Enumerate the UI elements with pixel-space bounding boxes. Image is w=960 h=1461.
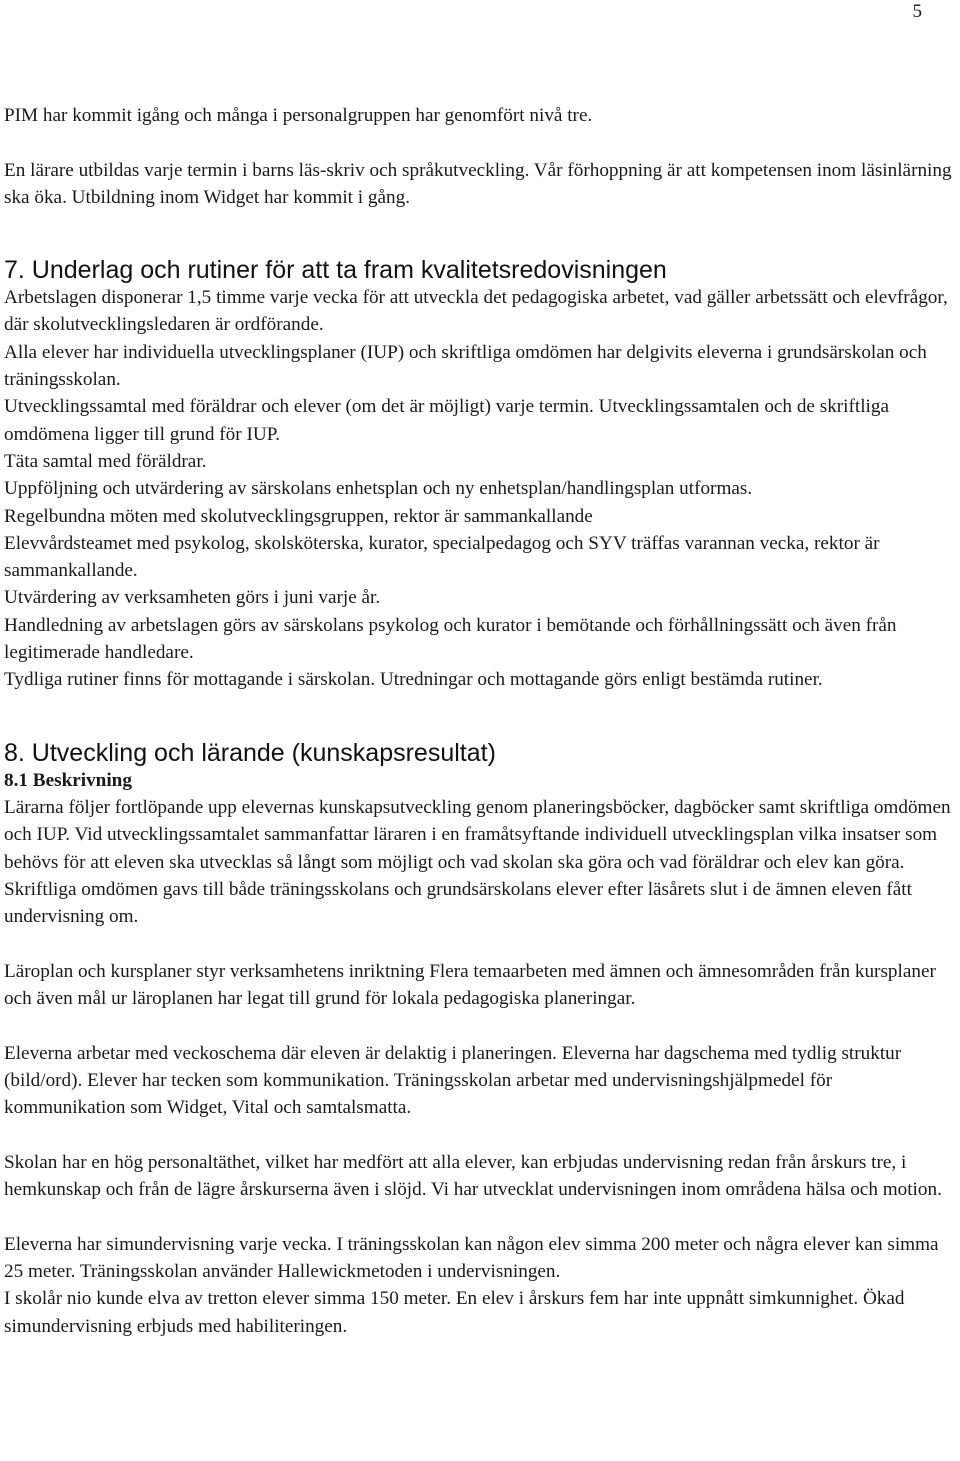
section-7-heading: 7. Underlag och rutiner för att ta fram kvalitetsredovisningen [4,256,667,285]
section-8-heading: 8. Utveckling och lärande (kunskapsresultat) [4,738,496,767]
section-8-paragraph: Eleverna har simundervisning varje vecka. I träningsskolan kan någon elev simma 200 meter och några elever kan simma 25 meter. Träningsskolan använder Hallewickmetoden i undervisningen. [4,1233,939,1282]
section-7-paragraph: Elevvårdsteamet med psykolog, skolsköterska, kurator, specialpedagog och SYV träffas varannan vecka, rektor är sammankallande. [4,532,880,582]
section-7-paragraph: Regelbundna möten med skolutvecklingsgruppen, rektor är sammankallande [4,505,593,527]
section-8-paragraph: Skolan har en hög personaltäthet, vilket har medfört att alla elever, kan erbjudas undervisning redan från årskurs tre, i hemkunskap och från de lägre årskurserna även i slöjd. Vi har utvecklat undervisningen inom områdena hälsa och motion. [4,1151,942,1201]
intro-paragraph: PIM har kommit igång och många i personalgruppen har genomfört nivå tre. [4,105,593,126]
section-7-paragraph: Uppföljning och utvärdering av särskolans enhetsplan och ny enhetsplan/handlingsplan utformas. [4,478,753,500]
page-number: 5 [912,1,922,22]
section-8-1-subheading: 8.1 Beskrivning [4,769,132,791]
section-8-paragraph: Eleverna arbetar med veckoschema där eleven är delaktig i planeringen. Eleverna har dagschema med tydlig struktur (bild/ord). Elever har tecken som kommunikation. Träningsskolan arbetar med undervisningshjälpmedel för kommunikation som Widget, Vital och samtalsmatta. [4,1042,902,1119]
section-7-paragraph: Arbetslagen disponerar 1,5 timme varje vecka för att utveckla det pedagogiska arbetet, vad gäller arbetssätt och elevfrågor, där skolutvecklingsledaren är ordförande. [4,287,948,336]
document-body [4,102,956,1340]
section-7-paragraph: Handledning av arbetslagen görs av särskolans psykolog och kurator i bemötande och förhållningssätt och även från legitimerade handledare. [4,614,897,664]
section-7-paragraph: Tydliga rutiner finns för mottagande i särskolan. Utredningar och mottagande görs enligt bestämda rutiner. [4,669,823,691]
section-7-paragraph: Alla elever har individuella utvecklingsplaner (IUP) och skriftliga omdömen har delgivits eleverna i grundsärskolan och träningsskolan. [4,341,927,391]
section-7-paragraph: Täta samtal med föräldrar. [4,450,207,472]
section-7-paragraph: Utvärdering av verksamheten görs i juni varje år. [4,587,381,609]
section-8-paragraph: Lärarna följer fortlöpande upp elevernas kunskapsutveckling genom planeringsböcker, dagböcker samt skriftliga omdömen och IUP. Vid utvecklingssamtalet sammanfattar läraren i en framåtsyftande individuell utvecklingsplan vilka insatser som behövs för att eleven ska utvecklas så långt som möjligt och vad skolan ska göra och vad föräldrar och elev kan göra. Skriftliga omdömen gavs till både träningsskolans och grundsärskolans elever efter läsårets slut i de ämnen eleven fått undervisning om. [4,796,951,928]
intro-paragraph: En lärare utbildas varje termin i barns läs-skriv och språkutveckling. Vår förhoppning är att kompetensen inom läsinlärning ska öka. Utbildning inom Widget har kommit i gång. [4,159,952,208]
section-8-paragraph: I skolår nio kunde elva av tretton elever simma 150 meter. En elev i årskurs fem har inte uppnått simkunnighet. Ökad simundervisning erbjuds med habiliteringen. [4,1288,905,1337]
section-7-paragraph: Utvecklingssamtal med föräldrar och elever (om det är möjligt) varje termin. Utvecklingssamtalen och de skriftliga omdömena ligger till grund för IUP. [4,396,889,445]
section-8-paragraph: Läroplan och kursplaner styr verksamhetens inriktning Flera temaarbeten med ämnen och ämnesområden från kursplaner och även mål ur läroplanen har legat till grund för lokala pedagogiska planeringar. [4,960,936,1010]
